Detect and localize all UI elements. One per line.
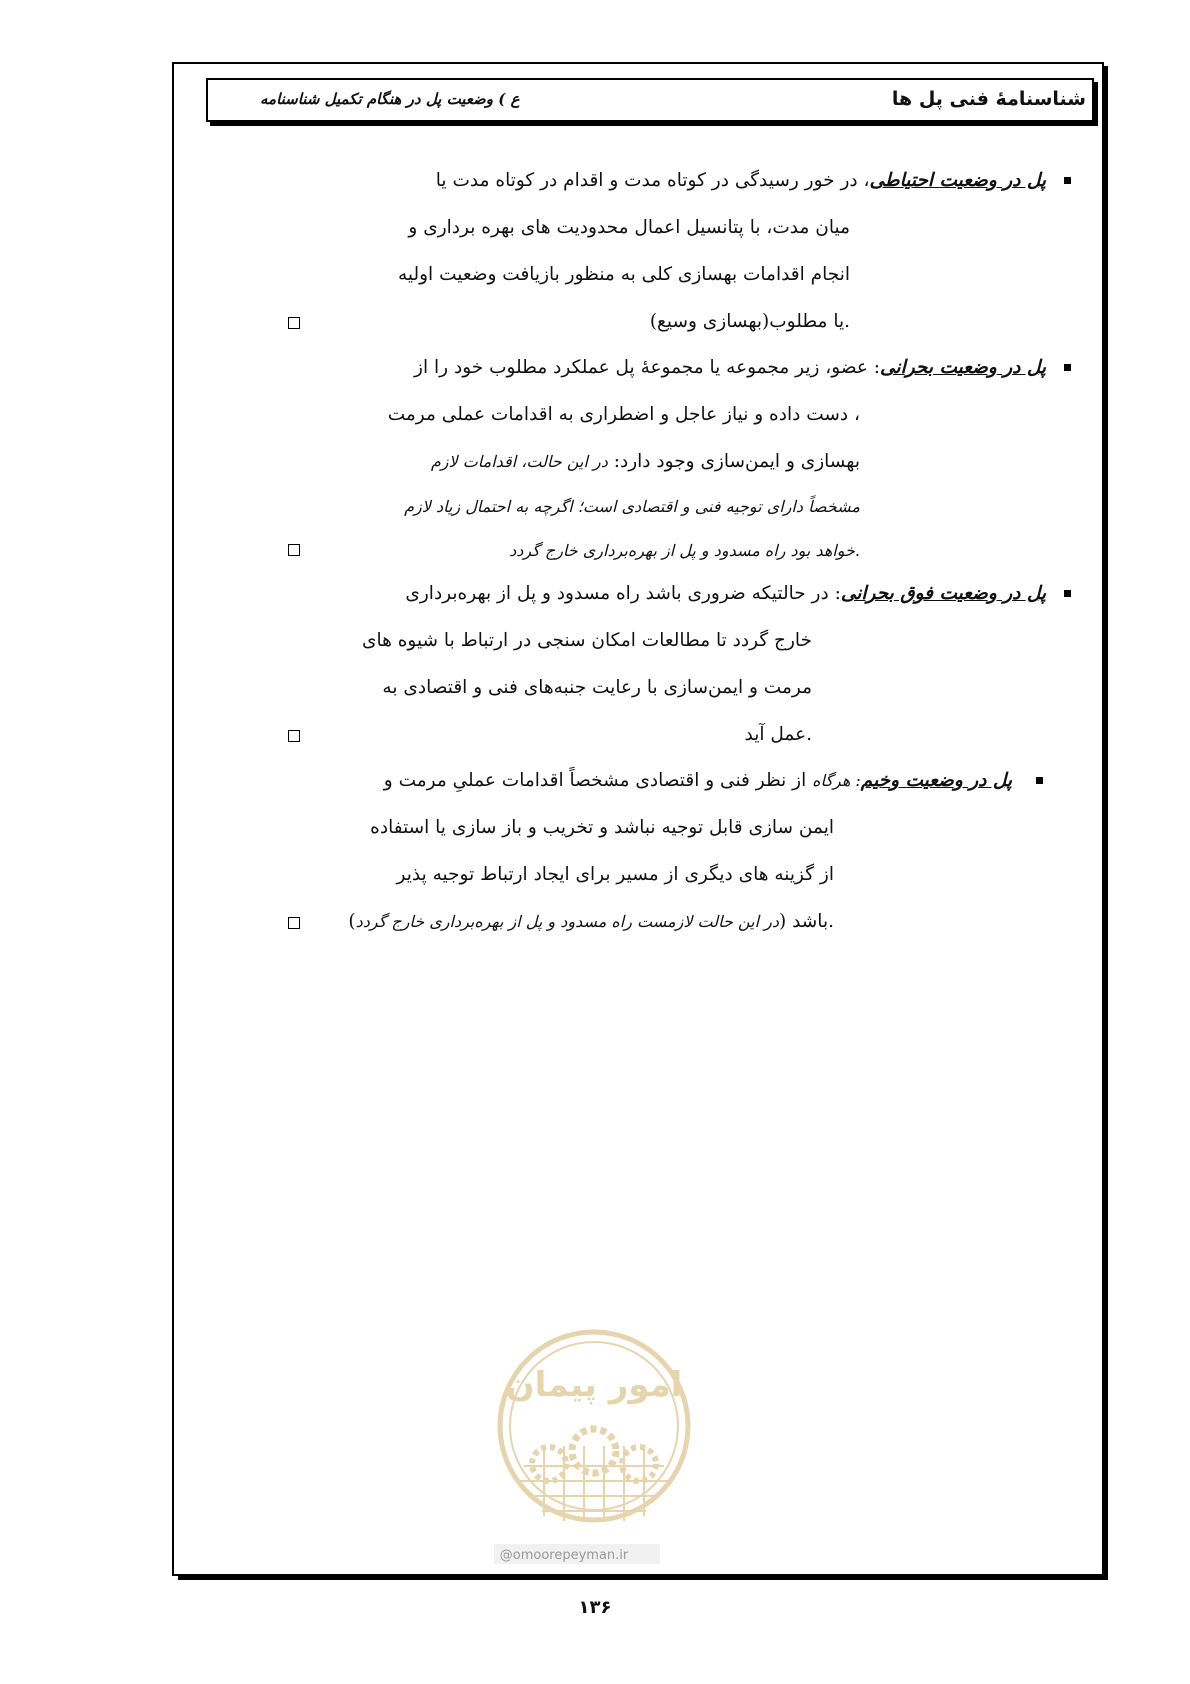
logo-text: امور پیمان [505, 1365, 683, 1405]
item-4-text: باشد ( [779, 911, 829, 932]
item-4-term: پل در وضعیت وخیم [860, 770, 1012, 791]
item-1-text: ، در خور رسیدگی در کوتاه مدت و اقدام در کوتاه مدت یا [435, 170, 870, 191]
item-4-line-2: ایمن سازی قابل توجیه نباشد و تخریب و باز سازی یا استفاده [370, 817, 834, 838]
book-title: شناسنامهٔ فنی پل ها [891, 88, 1086, 110]
chapter-title [208, 90, 808, 108]
header-shadow [210, 122, 1098, 126]
checkbox-icon [288, 317, 300, 329]
checkbox-icon [288, 917, 300, 929]
item-3-line-4: عمل آید. [744, 724, 812, 745]
item-4-intro: : هرگاه [812, 771, 861, 790]
frame-shadow [178, 1574, 1108, 1580]
chapter-title-text: ع ) وضعیت پل در هنگام تکمیل شناسنامه [260, 90, 520, 108]
page-header [206, 78, 1094, 122]
item-3-text: : در حالتیکه ضروری باشد راه مسدود و پل از بهره‌برداری [405, 583, 841, 604]
item-2-line-5: خواهد بود راه مسدود و پل از بهره‌برداری خارج گردد. [509, 541, 860, 560]
item-3-line-3: مرمت و ایمن‌سازی با رعایت جنبه‌های فنی و اقتصادی به [382, 677, 812, 698]
item-4-line-4 [348, 908, 834, 936]
header-shadow [1094, 82, 1098, 124]
item-2-text: بهسازی و ایمن‌سازی وجود دارد: [613, 451, 860, 472]
bullet-icon [1064, 590, 1071, 597]
item-2-text: : عضو، زیر مجموعه یا مجموعهٔ پل عملکرد مطلوب خود را از [414, 357, 881, 378]
item-2-line-2: دست داده و نیاز عاجل و اضطراری به اقدامات عملی مرمت ، [387, 404, 860, 425]
item-1-line-4: یا مطلوب(بهسازی وسیع). [649, 311, 850, 332]
item-1-term: پل در وضعیت احتیاطی [869, 170, 1046, 191]
bullet-icon [1064, 364, 1071, 371]
item-4-note: در این حالت لازمست راه مسدود و پل از بهره‌برداری خارج گردد [355, 912, 779, 931]
item-3-line-2: خارج گردد تا مطالعات امکان سنجی در ارتباط با شیوه های [361, 630, 812, 651]
item-1-line-2: میان مدت، با پتانسیل اعمال محدودیت های بهره برداری و [408, 217, 850, 238]
item-1-line-1 [436, 167, 1046, 195]
item-2-term: پل در وضعیت بحرانی [880, 357, 1046, 378]
item-4-text: از نظر فنی و اقتصادی مشخصاً اقدامات عملیِ مرمت و [383, 770, 813, 791]
watermark-logo [494, 1316, 694, 1568]
item-4-line-3: از گزینه های دیگری از مسیر برای ایجاد ارتباط توجیه پذیر [396, 864, 834, 885]
page-number: ۱۳۶ [578, 1597, 612, 1618]
watermark-text: @omoorepeyman.ir [499, 1548, 629, 1563]
item-1-line-3: انجام اقدامات بهسازی کلی به منظور بازیافت وضعیت اولیه [397, 264, 850, 285]
bullet-icon [1064, 177, 1071, 184]
item-4-suffix: ). [348, 911, 834, 932]
checkbox-icon [288, 730, 300, 742]
item-2-line-1 [414, 354, 1046, 382]
item-3-line-1 [405, 580, 1046, 608]
bullet-icon [1036, 777, 1043, 784]
frame-shadow [1102, 66, 1108, 1578]
checkbox-icon [288, 544, 300, 556]
item-3-term: پل در وضعیت فوق بحرانی [840, 583, 1046, 604]
item-2-line-4: مشخصاً دارای توجیه فنی و اقتصادی است؛ اگرچه به احتمال زیاد لازم [404, 497, 860, 516]
item-2-note: در این حالت، اقدامات لازم [430, 452, 608, 471]
item-2-line-3 [431, 448, 860, 476]
item-4-line-1 [384, 767, 1012, 795]
